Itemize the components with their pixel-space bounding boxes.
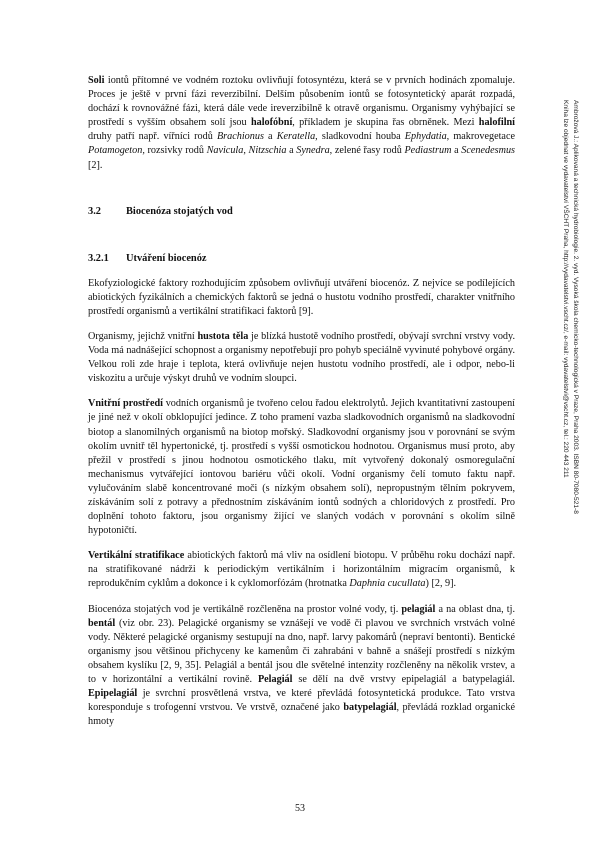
text-run: a xyxy=(451,145,462,157)
text-run: ) [2, 9]. xyxy=(425,578,457,590)
bold-term: Vnitřní prostředí xyxy=(88,398,163,410)
text-run: [2]. xyxy=(88,159,103,171)
text-run: abiotických faktorů má vliv na osídlení biotopu. V průběhu roku dochází např. na stratifikované nádrži k periodickým vertikálním i horizontálním migracím organismů, k reprodukčním cyklům a dokonce i k cyklomorfózám (hrotnatka xyxy=(88,550,515,590)
page-body xyxy=(88,74,515,740)
bold-term: bentál xyxy=(88,617,116,629)
text-run: sladkovodní houba xyxy=(317,131,405,143)
italic-taxon: Synedra xyxy=(296,145,330,157)
text-run: , xyxy=(243,145,249,157)
text-run: iontů přítomné ve vodném roztoku ovlivňují fotosyntézu, která se v prvních hodinách zpomaluje. Proces je ještě v první fázi reverzibilní. Delším působením iontů se fotosyntetický aparát rozpadá, dochází k rovnovážné fázi, která dále vede ireverzibilně k otravě organismu. Organismy vyhýbající se prostředí s vyšším obsahem solí jsou xyxy=(88,75,515,129)
text-run: , zelené řasy rodů xyxy=(329,145,405,157)
bold-term: Soli xyxy=(88,75,105,86)
text-run: , příkladem je skupina řas obrněnek. Mezi xyxy=(292,117,479,129)
text-run: a xyxy=(263,131,277,143)
subsection-title: Utváření biocenóz xyxy=(126,252,207,264)
bold-term: halofilní xyxy=(478,117,516,129)
subsection-number: 3.2.1 xyxy=(88,252,109,264)
text-run: a na oblast dna, tj. xyxy=(435,603,516,615)
text-run: je svrchní prosvětlená vrstva, ve které převládá fotosyntetická produkce. Tato vrstva koresponduje s trofogenní vrstvou. Ve vrstvě, označené jako xyxy=(88,688,515,714)
bold-term: hustota těla xyxy=(197,330,249,342)
italic-taxon: Navicula xyxy=(206,145,244,157)
text-run: se dělí na dvě vrstvy epipelagiál a batypelagiál. xyxy=(292,674,515,685)
side-note-line-2: Kniha lze objednat ve vydavatelství VŠCHT Praha, http://vydavatelstvi.vscht.cz/, e-mail: vydavatelstvi@vscht.cz, tel.: 220 443 211 xyxy=(562,100,569,478)
italic-taxon: Daphnia cucullata xyxy=(349,578,426,590)
text-run: vodních organismů je tvořeno celou řadou elektrolytů. Jejich kvantitativní zastoupení je jiné než v okolí obklopující jedince. Z toho pramení vazba sladkovodních organismů na sladkovodní biotop a slanomilných organismů na biotop mořský. Sladkovodní organismy jsou v porovnání se svým okolím uvnitř těl hypertonické, tj. prostředí s vyšší osmotickou hodnotou. Organismus musí proto, aby přežil v prostředí s jinou hodnotou osmotického tlaku, mít vytvořený dokonalý osmoregulační mechanismus vytvářející iontovou bariéru vůči okolí. Vodní organismy čelí tomuto faktu např. vylučováním slabě koncentrované moči (s nízkým obsahem solí), nepropustným tělním pokryvem, získáváním solí z potravy a přednostním získáváním iontů sodných a chloridových z prostředí. Pro doplnění tohoto faktoru, jsou organismy žijící ve slaných vodách v porovnání s okolím silně hypotoničtí. xyxy=(88,398,515,537)
italic-taxon: Ephydatia, xyxy=(404,131,450,143)
subsection-heading-3-2-1 xyxy=(88,253,515,264)
text-run: , převládá rozklad organické hmoty xyxy=(88,702,515,728)
bold-term: pelagiál xyxy=(401,603,436,615)
text-run: makrovegetace xyxy=(449,131,515,143)
section-heading-3-2 xyxy=(88,206,515,217)
side-note-line-1: Ambrožová J.: Aplikovaná a technická hydrobiologie. 2. vyd. Vysoká škola chemicko-technologická v Praze, Praha 2003. ISBN 80-7080-521-8 xyxy=(572,100,579,514)
bold-term: halofóbní xyxy=(250,117,293,129)
page-number: 53 xyxy=(295,803,305,814)
paragraph-biocenoza-stojatych-vod xyxy=(88,603,515,730)
italic-taxon: Keratella, xyxy=(276,131,318,143)
bold-term: Epipelagiál xyxy=(88,688,138,700)
paragraph-vnitrni-prostredi xyxy=(88,397,515,538)
paragraph-vertikalni-stratifikace xyxy=(88,549,515,591)
italic-taxon: Scenedesmus xyxy=(461,145,515,157)
paragraph-ekofyziologicke-faktory xyxy=(88,277,515,319)
italic-taxon: Potamogeton, xyxy=(88,145,145,157)
bold-term: Vertikální stratifikace xyxy=(88,550,185,562)
italic-taxon: Brachionus xyxy=(216,131,264,143)
side-citation-note xyxy=(560,100,580,514)
text-run: je blízká hustotě vodního prostředí, obývají svrchní vrstvy vody. Voda má nadnášející schopnost a organismy nepotřebují pro pohyb speciálně vyvinuté pohybové orgány. Velkou roli zde hraje i teplota, která ovlivňuje nejen hustotu vodního prostředí, ale i odpor, nebo-li viskozitu a určuje výskyt druhů ve vodním sloupci. xyxy=(88,330,515,385)
text-run: Ekofyziologické faktory rozhodujícím způsobem ovlivňují utváření biocenóz. Z nejvíce se podílejících abiotických fyzikálních a chemických faktorů se jedná o hustotu vodního prostředí, charakter vnitřního prostředí organismů a vertikální stratifikaci faktorů [9]. xyxy=(88,277,515,317)
bold-term: batypelagiál xyxy=(343,702,397,714)
italic-taxon: Nitzschia xyxy=(248,145,287,157)
italic-taxon: Pediastrum xyxy=(404,145,452,157)
paragraph-soli xyxy=(88,74,515,173)
text-run: rozsivky rodů xyxy=(144,145,207,157)
bold-term: Pelagiál xyxy=(257,674,293,685)
text-run: Biocenóza stojatých vod je vertikálně rozčleněna na prostor volné vody, tj. xyxy=(88,603,402,615)
text-run: (viz obr. 23). Pelagické organismy se vznášejí ve vodě či plavou ve svrchních vrstvách volné vody. Některé pelagické organismy sestupují na dno, např. larvy pakomárů (nepraví bentonti). Bentické organismy jsou většinou přichyceny ke kamenům či zahrabáni v bahně a snášejí prostředí s nízkým obsahem kyslíku [2, 9, 35]. Pelagiál a bentál jsou dle světelné intenzity rozčleněny na několik vrstev, a to v horizontální a vertikální rovině. xyxy=(88,617,515,685)
text-run: druhy patří např. vířníci rodů xyxy=(88,131,217,143)
paragraph-hustota-tela xyxy=(88,330,515,386)
text-run: Organismy, jejichž vnitřní xyxy=(88,330,198,342)
text-run: a xyxy=(286,145,297,157)
section-title: Biocenóza stojatých vod xyxy=(126,205,233,217)
section-number: 3.2 xyxy=(88,205,101,217)
